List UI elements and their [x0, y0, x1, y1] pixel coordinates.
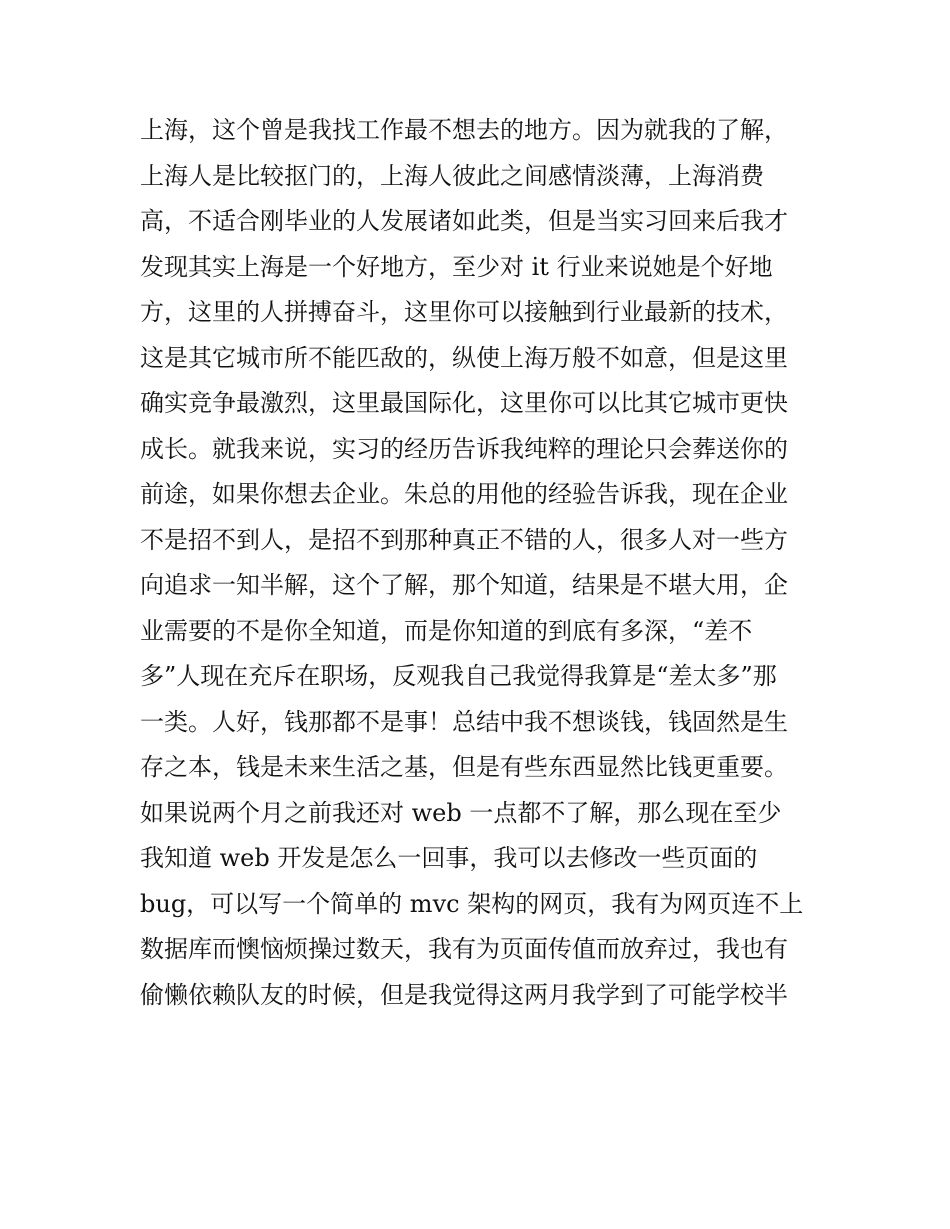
text-line-18: bug，可以写一个简单的 mvc 架构的网页，我有为网页连不上 [140, 889, 804, 918]
text-line-11: 向追求一知半解，这个了解，那个知道，结果是不堪大用，企 [140, 571, 788, 599]
text-line-6: 这是其它城市所不能匹敌的，纵使上海万般不如意，但是这里 [140, 343, 788, 372]
text-line-19: 数据库而懊恼烦操过数天，我有为页面传值而放弃过，我也有 [140, 935, 788, 963]
text-line-16: 如果说两个月之前我还对 web 一点都不了解，那么现在至少 [140, 798, 782, 827]
text-line-2: 上海人是比较抠门的，上海人彼此之间感情淡薄，上海消费 [140, 161, 764, 190]
text-line-14: 一类。人好，钱那都不是事！总结中我不想谈钱，钱固然是生 [140, 707, 788, 736]
text-line-15: 存之本，钱是未来生活之基，但是有些东西显然比钱更重要。 [140, 753, 788, 781]
text-line-17: 我知道 web 开发是怎么一回事，我可以去修改一些页面的 [140, 844, 758, 872]
text-line-7: 确实竞争最激烈，这里最国际化，这里你可以比其它城市更快 [140, 389, 788, 417]
text-line-10: 不是招不到人，是招不到那种真正不错的人，很多人对一些方 [140, 525, 788, 554]
text-line-20: 偷懒依赖队友的时候，但是我觉得这两月我学到了可能学校半 [140, 980, 788, 1009]
body-text [140, 108, 820, 1018]
text-line-4: 发现其实上海是一个好地方，至少对 it 行业来说她是个好地 [140, 252, 773, 281]
text-line-5: 方，这里的人拼搏奋斗，这里你可以接触到行业最新的技术， [140, 298, 788, 326]
text-line-13: 多”人现在充斥在职场，反观我自己我觉得我算是“差太多”那 [140, 662, 777, 690]
text-line-12: 业需要的不是你全知道，而是你知道的到底有多深，“差不 [140, 616, 753, 645]
text-line-8: 成长。就我来说，实习的经历告诉我纯粹的理论只会葬送你的 [140, 434, 788, 463]
text-line-1: 上海，这个曾是我找工作最不想去的地方。因为就我的了解， [140, 116, 788, 144]
text-line-3: 高，不适合刚毕业的人发展诸如此类，但是当实习回来后我才 [140, 207, 788, 235]
text-line-9: 前途，如果你想去企业。朱总的用他的经验告诉我，现在企业 [140, 480, 788, 508]
